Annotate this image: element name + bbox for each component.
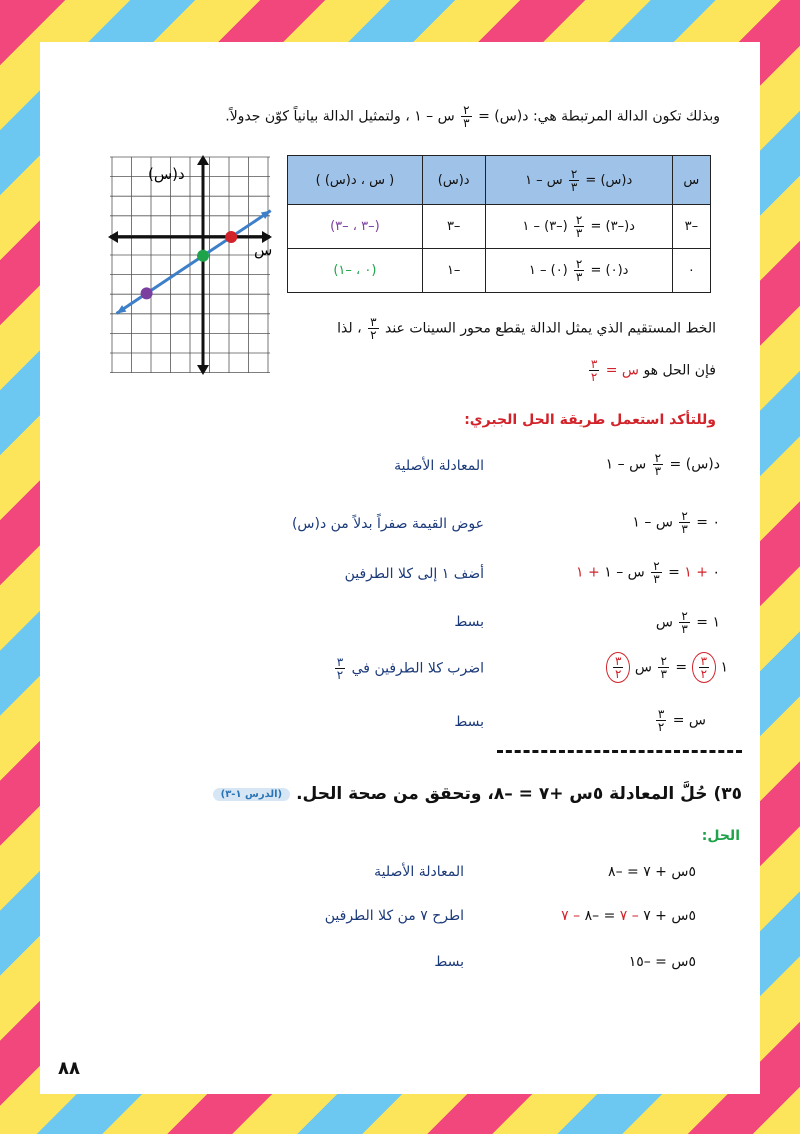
lesson-badge: (الدرس ١-٣) — [213, 788, 291, 801]
function-line-segment — [117, 211, 271, 314]
step-label: اضرب كلا الطرفين في $\frac{٣}{٢}$ — [336, 655, 484, 682]
page-number: ٨٨ — [58, 1058, 80, 1079]
equation-7: ٥س + ٧ = –٨ — [608, 864, 696, 880]
step-label: عوض القيمة صفراً بدلاً من د(س) — [291, 516, 484, 532]
answer-label: الحل: — [701, 828, 740, 844]
equation-8: ٥س + ٧ – ٧ = –٨ – ٧ — [561, 908, 696, 924]
check-heading: وللتأكد استعمل طريقة الحل الجبري: — [464, 412, 716, 428]
intro-line — [225, 104, 720, 129]
equation-6: س = $\frac{٣}{٢}$ — [657, 707, 706, 734]
cell-x: –٣ — [672, 205, 710, 249]
step-label: المعادلة الأصلية — [394, 458, 484, 474]
y-axis-arrow-down — [197, 365, 209, 375]
step-label: اطرح ٧ من كلا الطرفين — [324, 908, 464, 924]
x-axis-label: س — [254, 241, 272, 259]
step-label: بسط — [454, 714, 484, 730]
table-row — [288, 249, 711, 293]
function-graph — [108, 155, 272, 375]
solution-line: فإن الحل هو س = $\frac{٣}{٢}$ — [590, 357, 716, 384]
line-crosses: الخط المستقيم الذي يمثل الدالة يقطع محور السينات عند $\frac{٣}{٢}$ ، لذا — [337, 315, 716, 342]
graph-point — [197, 250, 209, 262]
divider — [497, 750, 742, 753]
equation-4: ١ = $\frac{٢}{٣}$ س — [655, 609, 720, 636]
cell-pair: (–٣ ، –٣) — [288, 205, 423, 249]
cell-fx: –١ — [422, 249, 485, 293]
graph-point — [141, 287, 153, 299]
table-row — [288, 205, 711, 249]
y-axis-label: د(س) — [148, 165, 185, 183]
th-x: س — [672, 156, 710, 205]
th-function: د(س) = $\frac{٢}{٣}$ س – ١ — [485, 156, 672, 205]
question-35 — [213, 784, 742, 804]
table-header-row — [288, 156, 711, 205]
equation-3: ٠ + ١ = $\frac{٢}{٣}$ س – ١ + ١ — [576, 559, 720, 586]
x-axis-arrow-left — [108, 231, 118, 243]
intro-fraction: $\frac{٢}{٣}$ — [463, 103, 470, 130]
y-axis-arrow-up — [197, 155, 209, 165]
graph-point — [225, 231, 237, 243]
cell-pair: (٠ ، –١) — [288, 249, 423, 293]
step-label: المعادلة الأصلية — [374, 864, 464, 880]
function-line — [117, 211, 271, 314]
cell-expr: د(٠) = $\frac{٢}{٣}$ (٠) – ١ — [485, 249, 672, 293]
step-label: بسط — [434, 954, 464, 970]
th-fx: د(س) — [422, 156, 485, 205]
th-pair: ( س ، د(س) ) — [288, 156, 423, 205]
equation-9: ٥س = –١٥ — [628, 954, 696, 970]
intro-tail: س – ١ ، ولتمثيل الدالة بيانياً كوّن جدولاً. — [225, 108, 460, 125]
equation-1: د(س) = $\frac{٢}{٣}$ س – ١ — [605, 451, 720, 478]
cell-fx: –٣ — [422, 205, 485, 249]
equation-2: ٠ = $\frac{٢}{٣}$ س – ١ — [632, 509, 720, 536]
step-label: بسط — [454, 614, 484, 630]
cell-expr: د(–٣) = $\frac{٢}{٣}$ (–٣) – ١ — [485, 205, 672, 249]
question-number: ٣٥) — [713, 784, 742, 804]
intro-text: وبذلك تكون الدالة المرتبطة هي: د(س) = — [473, 108, 720, 125]
question-text: حُلَّ المعادلة ٥س +٧ = –٨، وتحقق من صحة الحل. — [296, 784, 714, 804]
step-label: أضف ١ إلى كلا الطرفين — [344, 566, 484, 582]
equation-5: ١ $\frac{٣}{٢}$ = $\frac{٢}{٣}$ س $\frac{٣}{٢}$ — [606, 652, 728, 683]
cell-x: ٠ — [672, 249, 710, 293]
values-table — [287, 155, 711, 293]
